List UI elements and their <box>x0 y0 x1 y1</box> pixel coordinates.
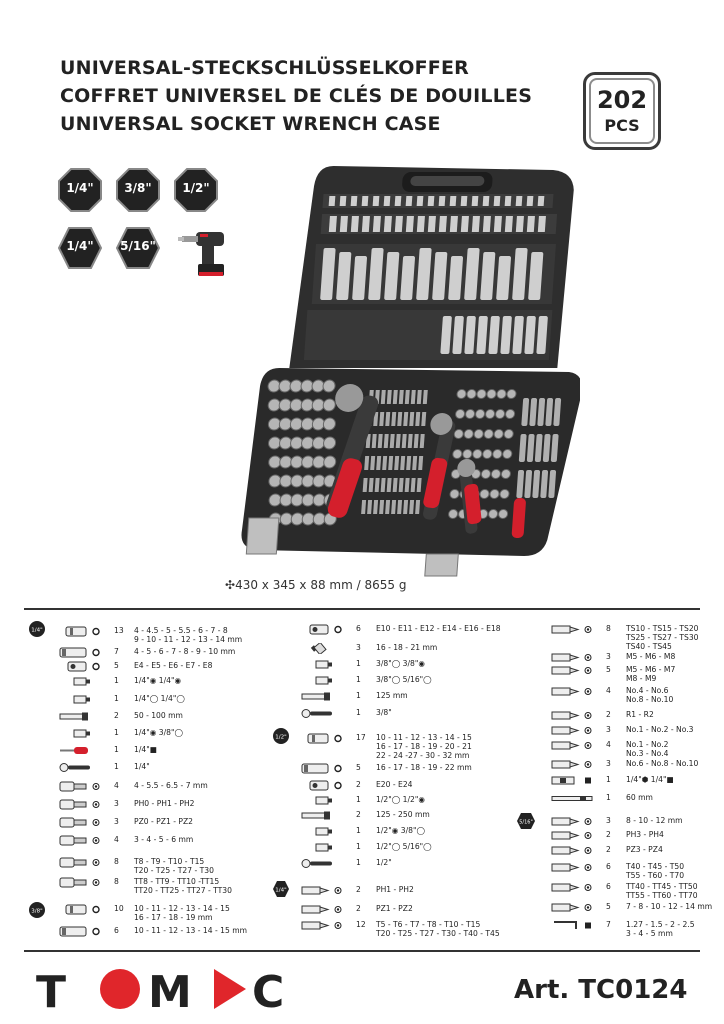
part-description: 4 - 5 - 6 - 7 - 8 - 9 - 10 mm <box>134 647 236 656</box>
part-description: 16 - 17 - 18 - 19 - 22 mm <box>376 763 472 772</box>
extension-icon <box>300 691 346 704</box>
bit-holder-icon <box>550 775 596 788</box>
part-description: 125 mm <box>376 691 408 700</box>
part-description: E10 - E11 - E12 - E14 - E16 - E18 <box>376 624 501 633</box>
part-quantity: 1 <box>356 659 361 668</box>
svg-text:1/4": 1/4" <box>31 627 43 634</box>
part-description: 1/4" <box>134 762 150 771</box>
part-description: TT40 - TT45 - TT50 TT55 - TT60 - TT70 <box>626 882 698 900</box>
part-description: E20 - E24 <box>376 780 413 789</box>
part-quantity: 1 <box>114 762 119 771</box>
part-quantity: 7 <box>606 920 611 929</box>
title-de: UNIVERSAL-STECKSCHLÜSSELKOFFER <box>60 57 469 79</box>
bit-socket-icon <box>58 877 104 890</box>
spark-plug-icon <box>300 643 346 656</box>
part-description: No.1 - No.2 - No.3 <box>626 725 694 734</box>
part-quantity: 8 <box>114 857 119 866</box>
part-quantity: 8 <box>606 624 611 633</box>
part-quantity: 3 <box>114 799 119 808</box>
title-fr: COFFRET UNIVERSEL DE CLÉS DE DOUILLES <box>60 85 533 107</box>
part-quantity: 2 <box>356 780 361 789</box>
adapter-icon <box>300 826 346 839</box>
part-quantity: 8 <box>114 877 119 886</box>
ratchet-icon <box>58 762 104 775</box>
pieces-unit: PCS <box>604 116 640 135</box>
part-description: 4 - 4.5 - 5 - 5.5 - 6 - 7 - 8 9 - 10 - 11 - 12 - 13 - 14 mm <box>134 626 243 644</box>
part-quantity: 3 <box>114 817 119 826</box>
part-quantity: 1 <box>356 708 361 717</box>
title-en: UNIVERSAL SOCKET WRENCH CASE <box>60 113 441 135</box>
part-description: 7 - 8 - 10 - 12 - 14 mm <box>626 902 713 911</box>
top-divider <box>24 608 700 610</box>
bit-socket-icon <box>58 857 104 870</box>
adapter-icon <box>300 675 346 688</box>
part-quantity: 1 <box>356 842 361 851</box>
part-quantity: 6 <box>606 862 611 871</box>
part-description: 1.27 - 1.5 - 2 - 2.5 3 - 4 - 5 mm <box>626 920 695 938</box>
part-description: 1/2"◉ 3/8"◯ <box>376 826 425 835</box>
drive-badge-1-2: 1/2" <box>174 168 218 212</box>
drill-icon <box>178 222 228 280</box>
pieces-number: 202 <box>596 86 648 114</box>
part-description: 10 - 11 - 12 - 13 - 14 - 15 16 - 17 - 18 - 19 mm <box>134 904 230 922</box>
part-description: No.6 - No.8 - No.10 <box>626 759 699 768</box>
part-quantity: 2 <box>606 845 611 854</box>
part-quantity: 6 <box>114 926 119 935</box>
deep-socket-icon <box>58 926 104 939</box>
bottom-divider <box>24 950 700 952</box>
part-description: No.4 - No.6 No.8 - No.10 <box>626 686 674 704</box>
part-description: PH3 - PH4 <box>626 830 664 839</box>
bit-icon <box>550 816 596 829</box>
part-description: 1/2"◯ 5/16"◯ <box>376 842 432 851</box>
part-description: T40 - T45 - T50 T55 - T60 - T70 <box>626 862 685 880</box>
section-tag-1-4 <box>28 620 46 638</box>
toolcase-image <box>240 158 580 578</box>
dimension-icon: ✣ <box>225 578 236 592</box>
bit-icon <box>550 845 596 858</box>
deep-socket-icon <box>58 647 104 660</box>
svg-text:1/4": 1/4" <box>275 887 287 894</box>
adapter-icon <box>58 728 104 741</box>
part-quantity: 4 <box>606 686 611 695</box>
svg-text:1/2": 1/2" <box>275 734 287 741</box>
part-quantity: 1 <box>114 728 119 737</box>
bit-icon <box>300 904 346 917</box>
screwdriver-icon <box>58 745 104 758</box>
extension-icon <box>58 711 104 724</box>
part-description: 50 - 100 mm <box>134 711 183 720</box>
bit-icon <box>300 920 346 933</box>
e-socket-icon <box>300 624 346 637</box>
part-description: PZ0 - PZ1 - PZ2 <box>134 817 193 826</box>
part-quantity: 3 <box>356 643 361 652</box>
part-description: PZ1 - PZ2 <box>376 904 413 913</box>
part-quantity: 2 <box>356 810 361 819</box>
part-quantity: 4 <box>114 781 119 790</box>
part-quantity: 3 <box>606 816 611 825</box>
part-description: 16 - 18 - 21 mm <box>376 643 438 652</box>
part-quantity: 1 <box>606 775 611 784</box>
bit-icon <box>550 759 596 772</box>
bit-badge-5-16: 5/16" <box>116 226 160 270</box>
pieces-badge <box>583 72 661 150</box>
part-quantity: 3 <box>606 725 611 734</box>
part-description: T5 - T6 - T7 - T8 - T10 - T15 T20 - T25 - T27 - T30 - T40 - T45 <box>376 920 500 938</box>
extension-bar-icon <box>550 793 596 806</box>
section-tag-hex-1-4 <box>272 880 290 898</box>
part-quantity: 1 <box>114 676 119 685</box>
part-description: No.1 - No.2 No.3 - No.4 <box>626 740 669 758</box>
part-quantity: 13 <box>114 626 124 635</box>
bit-icon <box>550 740 596 753</box>
part-description: M5 - M6 - M7 M8 - M9 <box>626 665 676 683</box>
adapter-icon <box>58 694 104 707</box>
section-tag-1-2 <box>272 727 290 745</box>
part-quantity: 12 <box>356 920 366 929</box>
part-quantity: 1 <box>356 795 361 804</box>
bit-icon <box>550 624 596 637</box>
part-quantity: 4 <box>114 835 119 844</box>
bit-icon <box>550 665 596 678</box>
svg-text:M: M <box>148 967 192 1013</box>
section-tag-hex-5-16 <box>516 812 536 830</box>
part-quantity: 1 <box>606 793 611 802</box>
part-description: 1/4"◉ 3/8"◯ <box>134 728 183 737</box>
part-quantity: 3 <box>606 759 611 768</box>
part-quantity: 1 <box>114 694 119 703</box>
e-socket-icon <box>58 661 104 674</box>
part-quantity: 2 <box>606 710 611 719</box>
hex-key-icon <box>550 920 596 933</box>
part-quantity: 10 <box>114 904 124 913</box>
part-description: 3/8"◯ 3/8"◉ <box>376 659 425 668</box>
svg-text:T: T <box>36 967 67 1013</box>
bit-icon <box>550 686 596 699</box>
part-description: 1/4"◯ 1/4"◯ <box>134 694 185 703</box>
part-quantity: 4 <box>606 740 611 749</box>
part-quantity: 2 <box>356 904 361 913</box>
e-socket-icon <box>300 780 346 793</box>
adapter-icon <box>58 676 104 689</box>
drive-badge-1-4: 1/4" <box>58 168 102 212</box>
title-block <box>60 54 532 138</box>
bit-icon <box>550 830 596 843</box>
bit-icon <box>550 710 596 723</box>
part-description: M5 - M6 - M8 <box>626 652 676 661</box>
adapter-icon <box>300 659 346 672</box>
part-quantity: 1 <box>356 691 361 700</box>
svg-text:C: C <box>252 967 285 1013</box>
part-quantity: 5 <box>356 763 361 772</box>
part-quantity: 1 <box>356 675 361 684</box>
part-description: 60 mm <box>626 793 653 802</box>
article-number: Art. TC0124 <box>514 975 688 1005</box>
part-quantity: 6 <box>606 882 611 891</box>
bit-icon <box>550 862 596 875</box>
bit-badge-1-4: 1/4" <box>58 226 102 270</box>
adapter-icon <box>300 795 346 808</box>
part-quantity: 5 <box>114 661 119 670</box>
part-quantity: 7 <box>114 647 119 656</box>
part-description: 1/4"⬢ 1/4"■ <box>626 775 674 784</box>
svg-text:3/8": 3/8" <box>31 908 43 915</box>
ratchet-icon <box>300 708 346 721</box>
part-quantity: 2 <box>606 830 611 839</box>
drive-badge-3-8: 3/8" <box>116 168 160 212</box>
part-quantity: 1 <box>356 826 361 835</box>
part-description: PZ3 - PZ4 <box>626 845 663 854</box>
part-quantity: 1 <box>114 745 119 754</box>
part-description: 4 - 5.5 - 6.5 - 7 mm <box>134 781 208 790</box>
part-description: T8 - T9 - T10 - T15 T20 - T25 - T27 - T30 <box>134 857 214 875</box>
bit-socket-icon <box>58 835 104 848</box>
part-description: TT8 - TT9 - TT10 -TT15 TT20 - TT25 - TT27 - TT30 <box>134 877 232 895</box>
part-description: 1/2" <box>376 858 392 867</box>
extension-icon <box>300 810 346 823</box>
bit-icon <box>550 725 596 738</box>
part-quantity: 3 <box>606 652 611 661</box>
part-description: 1/4"◉ 1/4"◉ <box>134 676 182 685</box>
bit-socket-icon <box>58 817 104 830</box>
part-description: 3 - 4 - 5 - 6 mm <box>134 835 194 844</box>
svg-text:5/16": 5/16" <box>519 819 533 826</box>
part-description: 3/8" <box>376 708 392 717</box>
bit-icon <box>300 885 346 898</box>
socket-icon <box>300 733 346 746</box>
part-description: 10 - 11 - 12 - 13 - 14 - 15 16 - 17 - 18 - 19 - 20 - 21 22 - 24 -27 - 30 - 32 mm <box>376 733 472 760</box>
bit-icon <box>550 652 596 665</box>
bit-icon <box>550 882 596 895</box>
part-description: TS10 - TS15 - TS20 TS25 - TS27 - TS30 TS40 - TS45 <box>626 624 699 651</box>
part-quantity: 2 <box>356 885 361 894</box>
part-quantity: 17 <box>356 733 366 742</box>
part-description: 10 - 11 - 12 - 13 - 14 - 15 mm <box>134 926 248 935</box>
part-quantity: 5 <box>606 902 611 911</box>
part-description: PH1 - PH2 <box>376 885 414 894</box>
part-description: 1/2"◯ 1/2"◉ <box>376 795 425 804</box>
adapter-icon <box>300 842 346 855</box>
section-tag-3-8 <box>28 901 46 919</box>
part-description: 1/4"■ <box>134 745 157 754</box>
dimensions-text: ✣430 x 345 x 88 mm / 8655 g <box>225 578 407 592</box>
part-description: R1 - R2 <box>626 710 654 719</box>
part-quantity: 2 <box>114 711 119 720</box>
bit-socket-icon <box>58 799 104 812</box>
deep-socket-icon <box>300 763 346 776</box>
part-description: E4 - E5 - E6 - E7 - E8 <box>134 661 213 670</box>
part-description: 3/8"◯ 5/16"◯ <box>376 675 432 684</box>
ratchet-icon <box>300 858 346 871</box>
part-description: PH0 - PH1 - PH2 <box>134 799 195 808</box>
part-description: 125 - 250 mm <box>376 810 430 819</box>
part-quantity: 6 <box>356 624 361 633</box>
part-quantity: 5 <box>606 665 611 674</box>
part-quantity: 1 <box>356 858 361 867</box>
socket-icon <box>58 626 104 639</box>
part-description: 8 - 10 - 12 mm <box>626 816 683 825</box>
bit-icon <box>550 902 596 915</box>
brand-logo <box>36 965 286 1013</box>
bit-socket-icon <box>58 781 104 794</box>
socket-icon <box>58 904 104 917</box>
